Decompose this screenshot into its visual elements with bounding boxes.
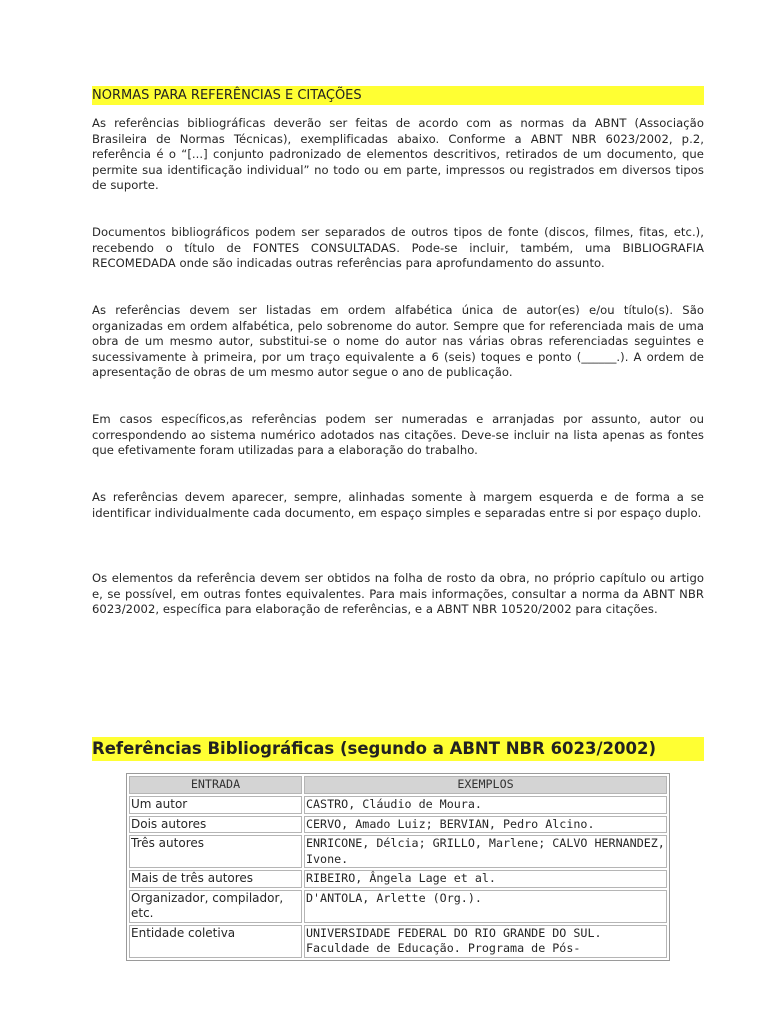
example-cell: ENRICONE, Délcia; GRILLO, Marlene; CALVO HERNANDEZ, Ivone. [304,835,667,868]
header-entrada: ENTRADA [129,776,302,794]
entry-cell: Um autor [129,796,302,814]
section-title-referencias: Referências Bibliográficas (segundo a ABNT NBR 6023/2002) [92,737,704,761]
example-cell: D'ANTOLA, Arlette (Org.). [304,890,667,923]
section-title-normas: NORMAS PARA REFERÊNCIAS E CITAÇÕES [92,86,704,105]
table-header-row [129,776,667,794]
table-row [129,835,667,868]
example-cell: CASTRO, Cláudio de Moura. [304,796,667,814]
entry-cell: Três autores [129,835,302,868]
paragraph-elementos: Os elementos da referência devem ser obtidos na folha de rosto da obra, no próprio capítulo ou artigo e, se possível, em outras fontes equivalentes. Para mais informações, consultar a norma da ABNT NBR 6023/2002, específica para elaboração de referências, e a ABNT NBR 10520/2002 para citações. [92,571,704,617]
example-cell: UNIVERSIDADE FEDERAL DO RIO GRANDE DO SUL. Faculdade de Educação. Programa de Pós- [304,925,667,958]
example-cell: RIBEIRO, Ângela Lage et al. [304,870,667,888]
entry-cell: Dois autores [129,816,302,834]
table-row [129,925,667,958]
entry-cell: Mais de três autores [129,870,302,888]
table-row [129,890,667,923]
paragraph-intro: As referências bibliográficas deverão ser feitas de acordo com as normas da ABNT (Associação Brasileira de Normas Técnicas), exemplificadas abaixo. Conforme a ABNT NBR 6023/2002, p.2, referência é o “[...] conjunto padronizado de elementos descritivos, retirados de um documento, que permite sua identificação individual” no todo ou em parte, impressos ou registrados em diversos tipos de suporte. [92,116,704,193]
paragraph-casos: Em casos específicos,as referências podem ser numeradas e arranjadas por assunto, autor ou correspondendo ao sistema numérico adotados nas citações. Deve-se incluir na lista apenas as fontes que efetivamente foram utilizadas para a elaboração do trabalho. [92,412,704,458]
paragraph-ordem: As referências devem ser listadas em ordem alfabética única de autor(es) e/ou título(s). São organizadas em ordem alfabética, pelo sobrenome do autor. Sempre que for referenciada mais de uma obra de um mesmo autor, substitui-se o nome do autor nas várias obras referenciadas seguintes e sucessivamente à primeira, por um traço equivalente a 6 (seis) toques e ponto (______.). A ordem de apresentação de obras de um mesmo autor segue o ano de publicação. [92,303,704,380]
paragraph-fontes: Documentos bibliográficos podem ser separados de outros tipos de fonte (discos, filmes, fitas, etc.), recebendo o título de FONTES CONSULTADAS. Pode-se incluir, também, uma BIBLIOGRAFIA RECOMEDADA onde são indicadas outras referências para aprofundamento do assunto. [92,225,704,271]
example-cell: CERVO, Amado Luiz; BERVIAN, Pedro Alcino. [304,816,667,834]
table-row [129,796,667,814]
table-row [129,870,667,888]
entry-cell: Entidade coletiva [129,925,302,958]
header-exemplos: EXEMPLOS [304,776,667,794]
entry-cell: Organizador, compilador, etc. [129,890,302,923]
paragraph-alinhamento: As referências devem aparecer, sempre, alinhadas somente à margem esquerda e de forma a se identificar individualmente cada documento, em espaço simples e separadas entre si por espaço duplo. [92,490,704,520]
table-row [129,816,667,834]
references-table [126,773,670,961]
